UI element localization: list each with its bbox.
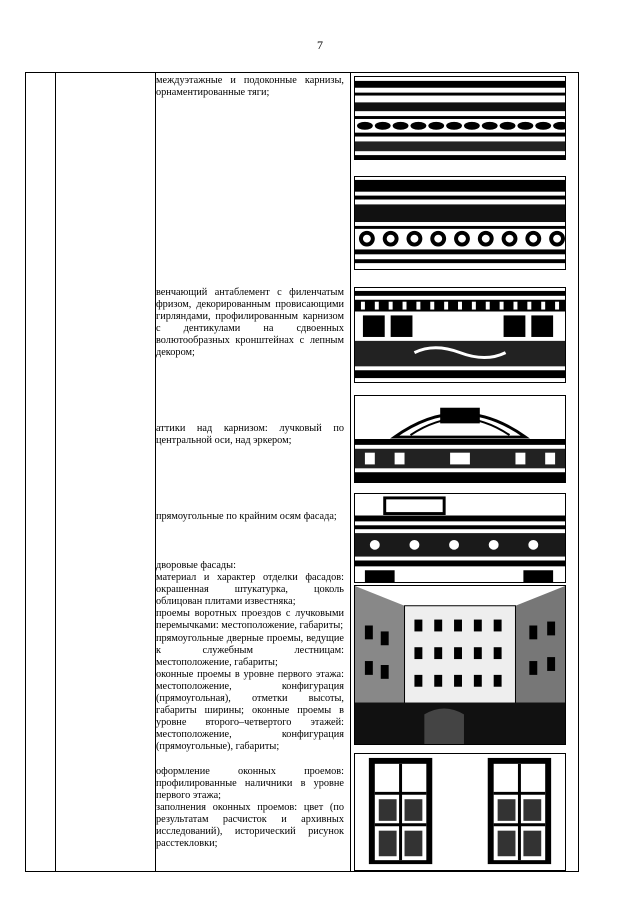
page-number: 7	[317, 38, 323, 52]
column-divider	[350, 73, 351, 871]
windows-photo	[354, 753, 566, 871]
entablature-photo	[354, 287, 566, 383]
cornice-photo	[354, 76, 566, 160]
courtyard-photo	[354, 585, 566, 745]
attributes-table	[25, 72, 579, 872]
column-divider	[55, 73, 56, 871]
rosette-frieze-photo	[354, 176, 566, 270]
attic-photo	[354, 395, 566, 483]
row-courtyard-text: дворовые фасады: материал и характер отделки фасадов: окрашенная штукатурка, цоколь облицован плитами известняка; проемы воротных проездов с лучковыми перемычками: местоположение, габариты; прямоугольные дверные проемы, ведущие к служебным лестницам: местоположение, габариты; оконные проемы в уровне первого этажа: местоположение, конфигурация (прямоугольная), отметки высоты, габариты ширины; оконные проемы в уровне второго–четвертого этажей: местоположение, конфигурация (прямоугольные), габариты; оформление оконных проемов: профилированные наличники в уровне первого этажа; заполнения оконных проемов: цвет (по результатам расчисток и архивных исследований), исторический рисунок расстекловки;	[156, 560, 344, 850]
row-attic-text: аттики над карнизом: лучковый по центральной оси, над эркером;	[156, 423, 344, 447]
side-attic-photo	[354, 493, 566, 583]
row-rectangular-attics-text: прямоугольные по крайним осям фасада;	[156, 511, 337, 522]
row-entablature-text: венчающий антаблемент с филенчатым фризом, декорированным провисающими гирляндами, профилированным карнизом с дентикулами на сдвоенных волютообразных кронштейнах с лепным декором;	[156, 287, 344, 359]
row-cornices-text: междуэтажные и подоконные карнизы, орнаментированные тяги;	[156, 75, 344, 99]
